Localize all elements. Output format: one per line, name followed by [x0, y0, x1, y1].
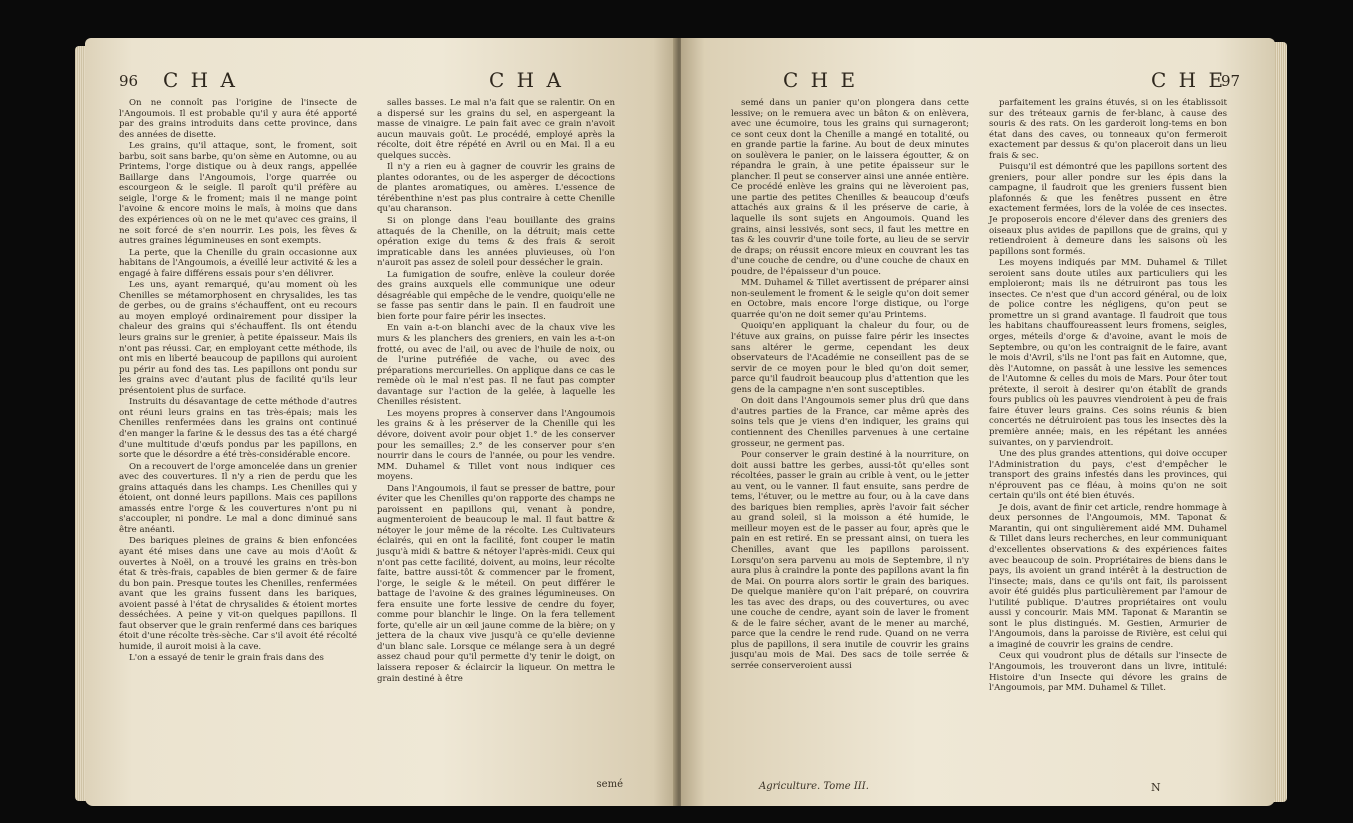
paragraph: Puisqu'il est démontré que les papillons sortent des greniers, pour aller pondre sur les épis dans la campagne, il faudroit que les greniers fussent bien plafonnés & que les fenêtres pussent en être exactement fermées, lors de la volée de ces insectes. Je proposerois encore d'élever dans des greniers des oiseaux plus avides de papillons que de grains, qui y retiendroient à demeure dans les saisons où les papillons sont formés. — [989, 162, 1227, 257]
paragraph: Pour conserver le grain destiné à la nourriture, on doit aussi battre les gerbes, aussi-tôt qu'elles sont récoltées, passer le grain au crible à vent, ou le jetter au vent, ou le vanner. Il faut ensuite, sans perdre de tems, l'étuver, ou le mettre au four, ou à la cave dans des bariques bien remplies, après l'avoir fait sécher au grand soleil, si la moisson a été humide, le meilleur moyen est de le passer au four, après que le pain en est retiré. En se pressant ainsi, on tuera les Chenilles, avant que les papillons paroissent. Lorsqu'on sera parvenu au mois de Septembre, il n'y aura plus à craindre la ponte des papillons avant la fin de Mai. On pourra alors sortir le grain des bariques. De quelque manière qu'on l'ait préparé, on couvrira les tas avec des draps, ou des couvertures, ou avec une couche de cendre, ayant soin de laver le froment & de le faire sécher, avant de le mener au marché, parce que la cendre le rend rude. Quand on ne verra plus de papillons, il sera inutile de couvrir les grains jusqu'au mois de Mai. Des sacs de toile serrée & serrée conserveroient aussi — [731, 450, 969, 671]
paragraph: Les uns, ayant remarqué, qu'au moment où les Chenilles se métamorphosent en chrysalides, les tas de gerbes, ou de grains s'échauffent, ont eu recours au moyen employé ordinairement pour dissiper la chaleur des grains qui s'échauffent. Ils ont étendu leurs grains sur le grenier, à petite épaisseur. Mais ils n'ont pas réussi. Car, en employant cette méthode, ils ont mis en liberté beaucoup de papillons qui auroient pu périr au fond des tas. Les papillons ont pondu sur les grains avec d'autant plus de facilité qu'ils leur présentoient plus de surface. — [119, 280, 357, 396]
right-header-col2: C H E — [1151, 68, 1227, 92]
paragraph: Ceux qui voudront plus de détails sur l'insecte de l'Angoumois, les trouveront dans un livre, intitulé: Histoire d'un Insecte qui dévore les grains de l'Angoumois, par MM. Duhamel & Tillet. — [989, 651, 1227, 694]
left-header-col1: C H A — [163, 68, 238, 92]
paragraph: MM. Duhamel & Tillet avertissent de préparer ainsi non-seulement le froment & le seigle qu'on doit semer en Octobre, mais encore l'orge distique, ou l'orge quarrée qu'on ne doit semer qu'au Printems. — [731, 278, 969, 320]
paragraph: Les grains, qu'il attaque, sont, le froment, soit barbu, soit sans barbe, qu'on sème en Automne, ou au Printems, l'orge distique ou à deux rangs, appellée Baillarge dans l'Angoumois, l'orge quarrée ou escourgeon & le seigle. Il paroît qu'il préfère au seigle, l'orge & le froment; mais il ne mange point l'avoine & encore moins le maïs, à moins que dans des expériences où on ne le met qu'avec ces grains, il ne soit forcé de s'en nourrir. Les pois, les fèves & autres graines légumineuses en sont exempts. — [119, 141, 357, 247]
right-folio: 97 — [1221, 72, 1241, 90]
left-folio: 96 — [119, 72, 139, 90]
left-page — [85, 38, 677, 806]
left-column-2 — [377, 98, 615, 685]
right-column-2 — [989, 98, 1227, 695]
right-column-1 — [731, 98, 969, 673]
page-footer: Agriculture. Tome III. — [759, 781, 869, 792]
open-book — [85, 18, 1275, 808]
paragraph: Quoiqu'en appliquant la chaleur du four, ou de l'étuve aux grains, on puisse faire périr les insectes sans altérer le germe, cependant les deux observateurs de l'Académie ne conseillent pas de se servir de ce moyen pour le bled qu'on doit semer, parce qu'il faudroit beaucoup plus d'attention que les gens de la campagne n'en sont susceptibles. — [731, 321, 969, 395]
paragraph: Des bariques pleines de grains & bien enfoncées ayant été mises dans une cave au mois d'Août & ouvertes à Noël, on a trouvé les grains en très-bon état & très-frais, capables de bien germer & de faire du bon pain. Presque toutes les Chenilles, renfermées avant que les grains fussent dans les bariques, avoient passé à l'état de chrysalides & étoient mortes desséchées. A peine y vit-on quelques papillons. Il faut observer que le grain renfermé dans ces bariques étoit d'une récolte très-sèche. Car s'il avoit été récolté humide, il auroit moisi à la cave. — [119, 536, 357, 652]
left-column-1 — [119, 98, 357, 665]
paragraph: salles basses. Le mal n'a fait que se ralentir. On en a dispersé sur les grains du sel, en aspergeant la masse de vinaigre. Le pain fait avec ce grain n'avoit aucun mauvais goût. Le procédé, employé après la récolte, doit être répété en Avril ou en Mai. Il a eu quelques succès. — [377, 98, 615, 161]
right-header-col1: C H E — [783, 68, 859, 92]
paragraph: On ne connoît pas l'origine de l'insecte de l'Angoumois. Il est probable qu'il y aura été apporté par des grains introduits dans cette province, dans des années de disette. — [119, 98, 357, 140]
paragraph: Je dois, avant de finir cet article, rendre hommage à deux personnes de l'Angoumois, MM. Taponat & Marantin, qui ont singulièrement aidé MM. Duhamel & Tillet dans leurs recherches, en leur communiquant d'excellentes observations & des expériences faites avec beaucoup de soin. Propriétaires de biens dans le pays, ils avoient un grand intérêt à la destruction de l'insecte; mais, dans ce qu'ils ont fait, ils paroissent avoir été guidés plus particulièrement par l'amour de l'utilité publique. D'autres propriétaires ont voulu aussi y concourir. Mais MM. Taponat & Marantin se sont le plus distingués. M. Gestien, Armurier de l'Angoumois, dans la paroisse de Rivière, est celui qui a imaginé de couvrir les grains de cendre. — [989, 502, 1227, 650]
right-running-head — [681, 68, 1275, 94]
paragraph: Il n'y a rien eu à gagner de couvrir les grains de plantes odorantes, ou de les asperger de décoctions de plantes aromatiques, ou amères. L'essence de térébenthine n'est pas plus contraire à cette Chenille qu'au charanson. — [377, 162, 615, 215]
left-running-head — [85, 68, 677, 94]
paragraph: Une des plus grandes attentions, qui doive occuper l'Administration du pays, c'est d'empêcher le transport des grains infestés dans les provinces, qui n'éprouvent pas ce fléau, à moins qu'on ne soit certain qu'ils ont été bien étuvés. — [989, 449, 1227, 502]
paragraph: La perte, que la Chenille du grain occasionne aux habitans de l'Angoumois, a éveillé leur activité & les a engagé à faire différens essais pour s'en délivrer. — [119, 247, 357, 279]
right-page — [681, 38, 1275, 806]
paragraph: semé dans un panier qu'on plongera dans cette lessive; on le remuera avec un bâton & on enlèvera, avec une écumoire, tous les grains qui surnageront; ce sont ceux dont la Chenille a mangé en totalité, ou en grande partie la farine. Au bout de deux minutes on soulèvera le panier, on le laissera égoutter, & on répandra le grain, à une petite épaisseur sur le plancher. Il peut se conserver ainsi une année entière. Ce procédé enlève les grains qui ne lèveroient pas, une partie des petites Chenilles & beaucoup d'œufs attachés aux grains & il les préserve de carie, à laquelle ils sont sujets en Angoumois. Quand les grains, ainsi lessivés, sont secs, il faut les mettre en tas & les couvrir d'une toile forte, au lieu de se servir de draps; on réussit encore mieux en couvrant les tas d'une couche de cendre, ou d'une couche de chaux en poudre, de l'épaisseur d'un pouce. — [731, 98, 969, 277]
paragraph: Les moyens propres à conserver dans l'Angoumois les grains & à les préserver de la Chenille qui les dévore, doivent avoir pour objet 1.° de les conserver pour les semailles; 2.° de les conserver pour s'en nourrir dans le cours de l'année, ou pour les vendre. MM. Duhamel & Tillet vont nous indiquer ces moyens. — [377, 408, 615, 483]
paragraph: Les moyens indiqués par MM. Duhamel & Tillet seroient sans doute utiles aux particuliers qui les emploieront; mais ils ne détruiront pas tous les insectes. Ce n'est que d'un accord général, ou de loix de police contre les négligens, qu'on peut se promettre un si grand avantage. Il faudroit que tous les habitans chauffoureassent leurs fromens, seigles, orges, méteils d'orge & d'avoine, avant le mois de Septembre, ou qu'on les contraignit de le faire, avant le mois d'Avril, s'ils ne l'ont pas fait en Automne, que, dès l'Automne, on passât à une lessive les semences de l'Automne & celles du mois de Mars. Pour ôter tout prétexte, il seroit à desirer qu'on établît de grands fours publics où les pauvres viendroient à peu de frais faire étuver leurs grains. Ces soins réunis & bien concertés ne détruiroient pas tous les insectes dès la première année; mais, en les répétant les années suivantes, on y parviendroit. — [989, 258, 1227, 448]
left-header-col2: C H A — [489, 68, 564, 92]
paragraph: L'on a essayé de tenir le grain frais dans des — [129, 653, 324, 664]
paragraph: La fumigation de soufre, enlève la couleur dorée des grains auxquels elle communique une odeur désagréable qui empêche de le vendre, quoiqu'elle ne se fasse pas sentir dans le pain. Il en faudroit une bien forte pour faire périr les insectes. — [377, 269, 615, 322]
signature-mark: N — [1151, 781, 1161, 794]
paragraph: On a recouvert de l'orge amoncelée dans un grenier avec des couvertures. Il n'y a rien de perdu que les grains attaqués dans les champs. Les Chenilles qui y étoient, ont donné leurs papillons. Mais ces papillons amassés entre l'orge & les couvertures n'ont pu ni s'accoupler, ni pondre. Le mal a donc diminué sans être anéanti. — [119, 461, 357, 535]
paragraph: Dans l'Angoumois, il faut se presser de battre, pour éviter que les Chenilles qu'on rapporte des champs ne paroissent en papillons qui, venant à pondre, augmenteroient de beaucoup le mal. Il faut battre & nétoyer le jour même de la récolte. Les Cultivateurs éclairés, qui en ont la facilité, font couper le matin jusqu'à midi & battre & nétoyer l'après-midi. Ceux qui n'ont pas cette facilité, doivent, au moins, leur récolte faite, battre aussi-tôt & commencer par le froment, l'orge, le seigle & le méteil. On peut différer le battage de l'avoine & des graines légumineuses. On fera ensuite une forte lessive de cendre du foyer, comme pour blanchir le linge. On la fera tellement forte, qu'elle air un œil jaune comme de la bière; on y jettera de la chaux vive jusqu'à ce qu'elle devienne d'un blanc sale. Lorsque ce mélange sera à un degré assez chaud pour qu'il permette d'y tenir le doigt, on laissera reposer & éclaircir la liqueur. On mettra le grain destiné à être — [377, 483, 615, 684]
paragraph: parfaitement les grains étuvés, si on les établissoit sur des tréteaux garnis de fer-blanc, à cause des souris & des rats. On les garderoit long-tems en bon état dans des caves, ou tonneaux qu'on fermeroit exactement par dessus & qu'on placeroit dans un lieu frais & sec. — [989, 98, 1227, 161]
catchword: semé — [596, 779, 623, 790]
paragraph: En vain a-t-on blanchi avec de la chaux vive les murs & les planchers des greniers, en vain les a-t-on frotté, ou avec de l'ail, ou avec de l'huile de noix, ou de l'urine putréfiée de vache, ou avec des préparations mercurielles. On applique dans ce cas le remède où le mal n'est pas. Il ne faut pas compter davantage sur l'action de la gelée, à laquelle les Chenilles résistent. — [377, 323, 615, 408]
paragraph: On doit dans l'Angoumois semer plus drû que dans d'autres parties de la France, car même après des soins tels que je viens d'en indiquer, les grains qui contiennent des Chenilles parvenues à une certaine grosseur, ne germent pas. — [731, 396, 969, 449]
paragraph: Instruits du désavantage de cette méthode d'autres ont réuni leurs grains en tas très-épais; mais les Chenilles renfermées dans les grains ont continué d'en manger la farine & le dessus des tas a été chargé d'une multitude d'œufs pondus par les papillons, en sorte que le désordre a été très-considérable encore. — [119, 397, 357, 461]
paragraph: Si on plonge dans l'eau bouillante des grains attaqués de la Chenille, on la détruit; mais cette opération exige du tems & des frais & seroit impraticable dans les années pluvieuses, où l'on n'auroit pas assez de soleil pour dessécher le grain. — [377, 216, 615, 269]
